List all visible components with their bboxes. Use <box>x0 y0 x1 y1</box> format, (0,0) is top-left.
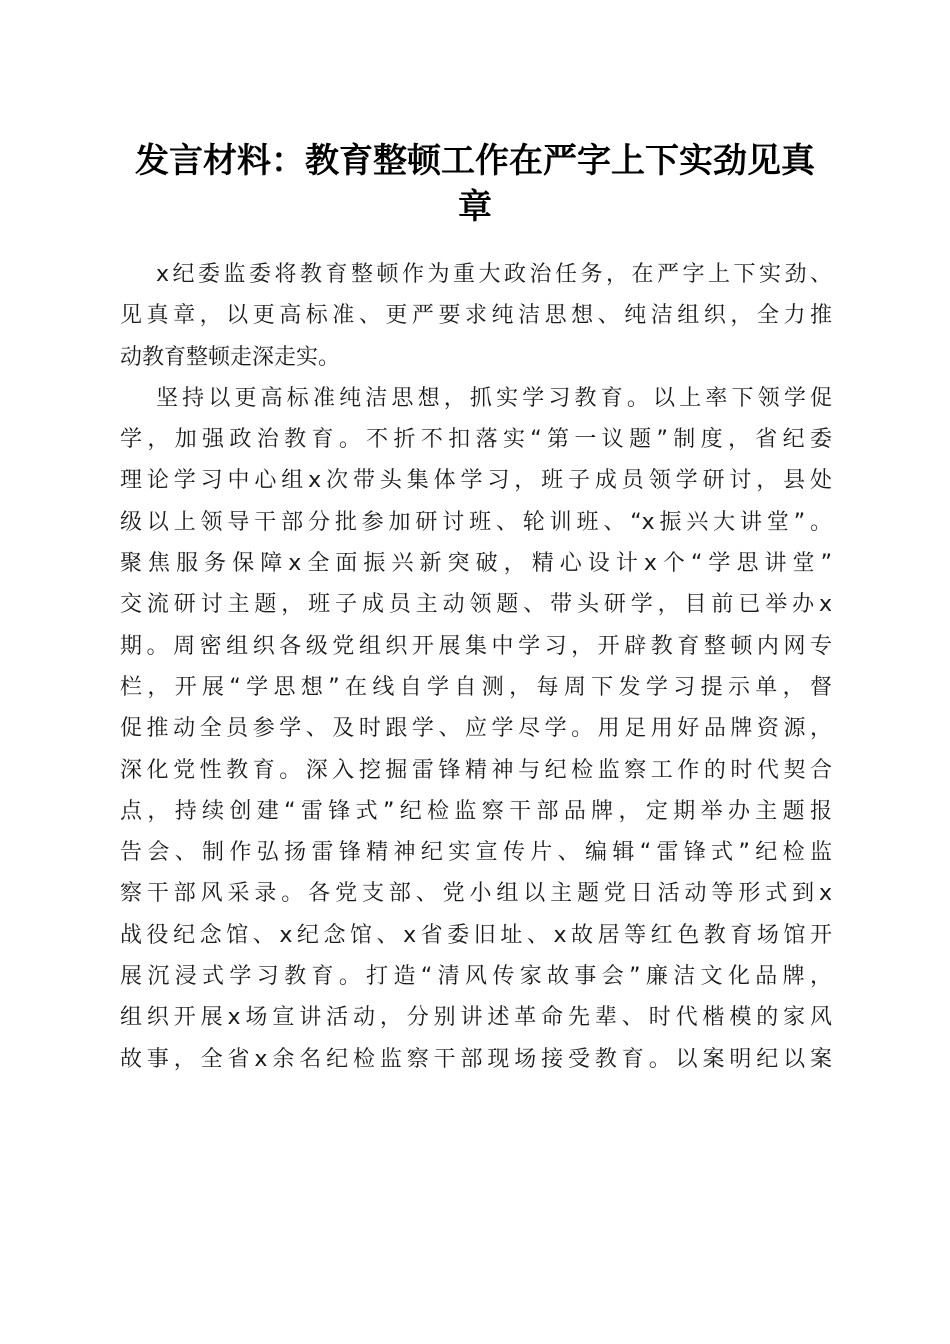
paragraph-line: 见真章，以更高标准、更严要求纯洁思想、纯洁组织，全力推 <box>120 303 832 329</box>
title-line-1: 发言材料：教育整顿工作在严字上下实劲见真 <box>135 141 815 181</box>
paragraph-line: 理论学习中心组x次带头集体学习，班子成员领学研讨，县处 <box>120 468 832 494</box>
title-line-2: 章 <box>458 187 492 227</box>
paragraph-2 <box>120 378 832 1080</box>
paragraph-line: 展沉浸式学习教育。打造“清风传家故事会”廉洁文化品牌， <box>120 964 832 990</box>
paragraph-1 <box>120 254 832 378</box>
paragraph-line: 察干部风采录。各党支部、党小组以主题党日活动等形式到x <box>120 881 832 907</box>
paragraph-line: 学，加强政治教育。不折不扣落实“第一议题”制度，省纪委 <box>120 427 832 453</box>
document-body <box>120 254 832 1080</box>
document-title <box>100 138 850 230</box>
paragraph-line: 栏，开展“学思想”在线自学自测，每周下发学习提示单，督 <box>120 674 832 700</box>
paragraph-line: 组织开展x场宣讲活动，分别讲述革命先辈、时代楷模的家风 <box>120 1005 832 1031</box>
paragraph-line: 动教育整顿走深走实。 <box>120 344 341 370</box>
paragraph-line: 坚持以更高标准纯洁思想，抓实学习教育。以上率下领学促 <box>156 385 832 411</box>
paragraph-line: x纪委监委将教育整顿作为重大政治任务，在严字上下实劲、 <box>156 262 832 287</box>
paragraph-line: 告会、制作弘扬雷锋精神纪实宣传片、编辑“雷锋式”纪检监 <box>120 840 832 866</box>
paragraph-line: 战役纪念馆、x纪念馆、x省委旧址、x故居等红色教育场馆开 <box>120 922 832 948</box>
paragraph-line: 交流研讨主题，班子成员主动领题、带头研学，目前已举办x <box>120 592 832 618</box>
paragraph-line: 点，持续创建“雷锋式”纪检监察干部品牌，定期举办主题报 <box>120 798 832 824</box>
paragraph-line: 故事，全省x余名纪检监察干部现场接受教育。以案明纪以案 <box>120 1046 832 1072</box>
paragraph-line: 期。周密组织各级党组织开展集中学习，开辟教育整顿内网专 <box>120 633 832 659</box>
paragraph-line: 级以上领导干部分批参加研讨班、轮训班、“x振兴大讲堂”。 <box>120 509 832 535</box>
paragraph-line: 深化党性教育。深入挖掘雷锋精神与纪检监察工作的时代契合 <box>120 757 832 783</box>
paragraph-line: 促推动全员参学、及时跟学、应学尽学。用足用好品牌资源， <box>120 716 832 742</box>
paragraph-line: 聚焦服务保障x全面振兴新突破，精心设计x个“学思讲堂” <box>120 551 832 577</box>
